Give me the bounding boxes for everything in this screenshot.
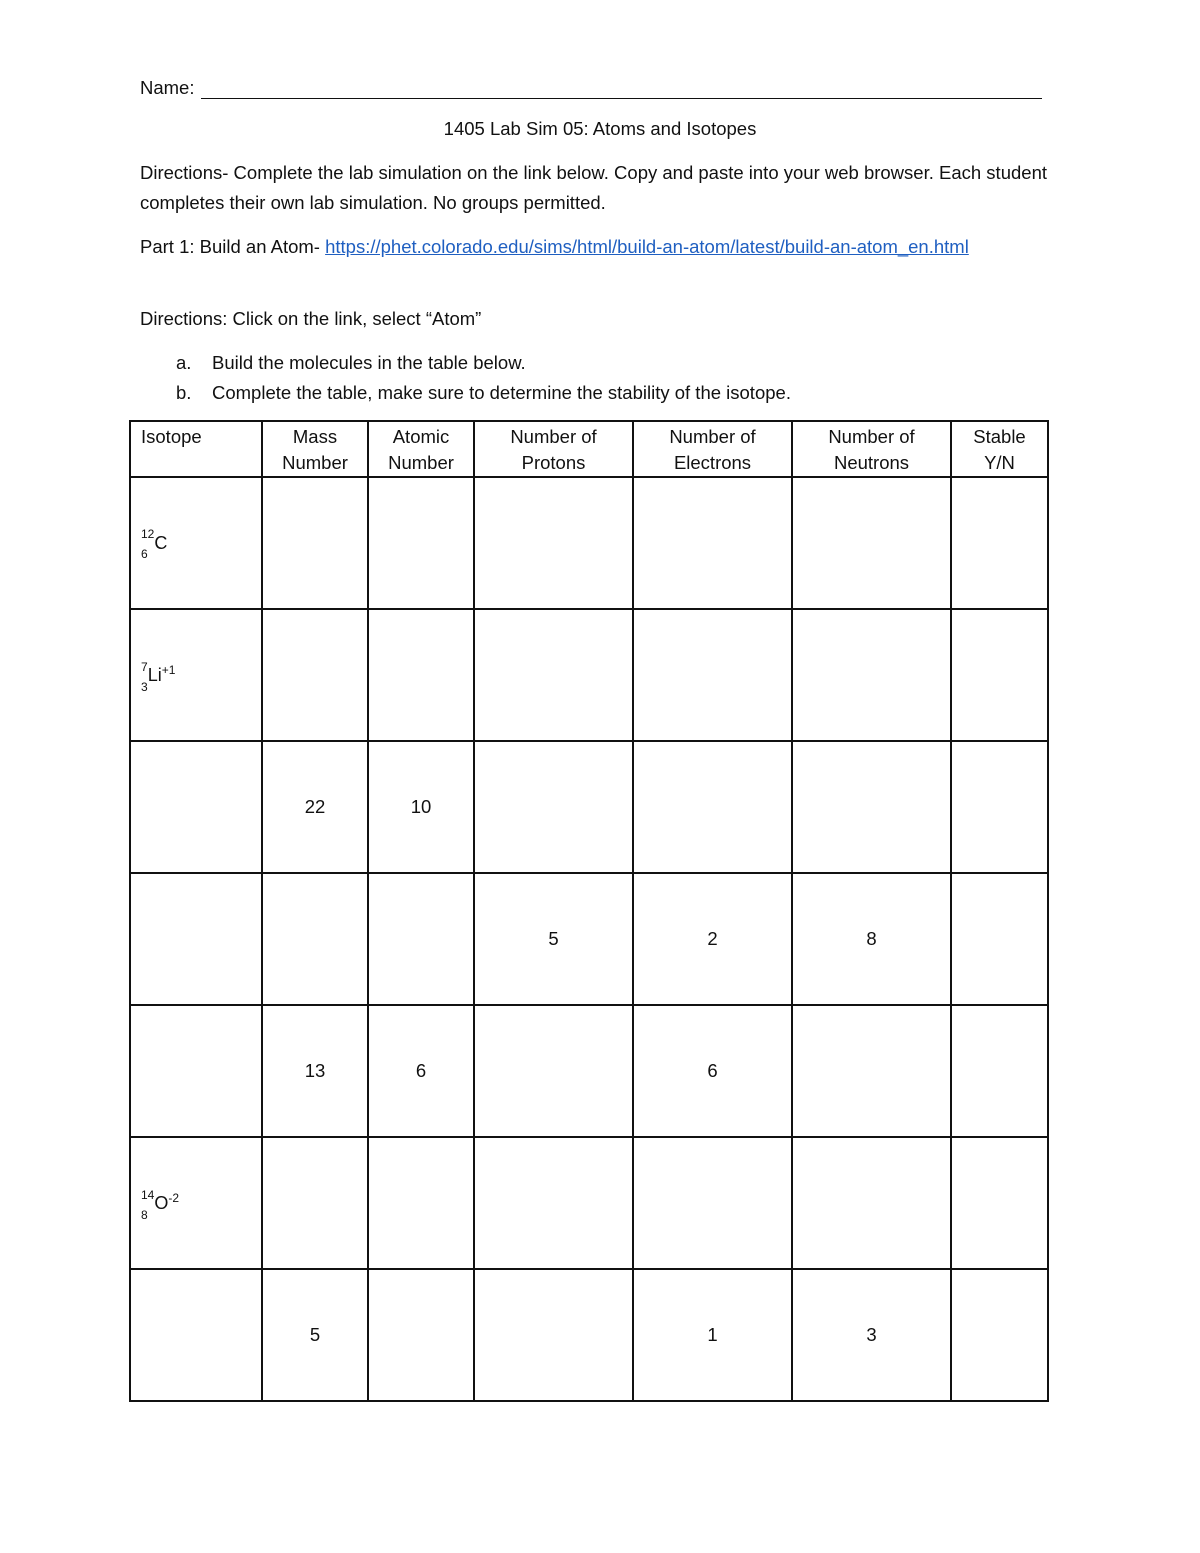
table-row bbox=[130, 873, 1048, 1005]
cell-electrons[interactable] bbox=[633, 609, 792, 741]
name-field[interactable] bbox=[140, 73, 1042, 99]
cell-electrons[interactable] bbox=[633, 1005, 792, 1137]
cell-atomic[interactable] bbox=[368, 741, 474, 873]
cell-electrons[interactable] bbox=[633, 477, 792, 609]
cell-stable[interactable] bbox=[951, 1137, 1048, 1269]
table-row bbox=[130, 1005, 1048, 1137]
isotope-table bbox=[129, 420, 1049, 1402]
cell-mass-value: 5 bbox=[309, 1324, 321, 1345]
isotope-element: C bbox=[154, 532, 168, 553]
header-electrons: Number of Electrons bbox=[633, 421, 792, 477]
cell-protons[interactable] bbox=[474, 1137, 633, 1269]
isotope-atomic-number: 8 bbox=[141, 1207, 148, 1222]
cell-atomic[interactable] bbox=[368, 1005, 474, 1137]
cell-electrons[interactable] bbox=[633, 873, 792, 1005]
page-title: 1405 Lab Sim 05: Atoms and Isotopes bbox=[443, 118, 757, 139]
header-stable: Stable Y/N bbox=[951, 421, 1048, 477]
isotope-symbol bbox=[141, 1187, 180, 1222]
cell-mass[interactable] bbox=[262, 609, 368, 741]
cell-isotope[interactable] bbox=[130, 1137, 262, 1269]
cell-mass-value: 22 bbox=[304, 796, 326, 817]
isotope-element: O bbox=[154, 1193, 169, 1214]
directions-text: Directions- Complete the lab simulation on the link below. Copy and paste into your web browser. Each student completes their own lab simulation. No groups permitted. bbox=[140, 162, 1047, 213]
isotope-mass: 12 bbox=[141, 527, 155, 542]
header-neutrons: Number of Neutrons bbox=[792, 421, 951, 477]
cell-atomic[interactable] bbox=[368, 477, 474, 609]
name-label: Name: bbox=[140, 77, 195, 98]
cell-neutrons[interactable] bbox=[792, 477, 951, 609]
name-underline[interactable] bbox=[201, 78, 1043, 99]
cell-isotope[interactable] bbox=[130, 873, 262, 1005]
cell-protons[interactable] bbox=[474, 477, 633, 609]
cell-isotope[interactable] bbox=[130, 477, 262, 609]
steps-list bbox=[176, 348, 791, 408]
table-row bbox=[130, 609, 1048, 741]
cell-atomic[interactable] bbox=[368, 1269, 474, 1401]
cell-isotope[interactable] bbox=[130, 1005, 262, 1137]
cell-mass[interactable] bbox=[262, 741, 368, 873]
isotope-mass: 7 bbox=[141, 659, 148, 674]
cell-protons-value: 5 bbox=[548, 928, 559, 949]
table-row bbox=[130, 741, 1048, 873]
cell-atomic-value: 10 bbox=[410, 796, 432, 817]
part1-label: Part 1: Build an Atom- bbox=[140, 236, 326, 257]
cell-neutrons[interactable] bbox=[792, 1269, 951, 1401]
cell-protons[interactable] bbox=[474, 609, 633, 741]
cell-atomic-value: 6 bbox=[415, 1060, 427, 1081]
isotope-symbol bbox=[141, 527, 168, 562]
isotope-mass: 14 bbox=[141, 1187, 155, 1202]
cell-electrons-value: 2 bbox=[707, 928, 718, 949]
cell-stable[interactable] bbox=[951, 1269, 1048, 1401]
cell-neutrons[interactable] bbox=[792, 741, 951, 873]
isotope-charge: +1 bbox=[161, 663, 176, 678]
step-text: Complete the table, make sure to determine the stability of the isotope. bbox=[212, 382, 791, 403]
cell-electrons-value: 1 bbox=[707, 1324, 718, 1345]
header-mass-number: Mass Number bbox=[262, 421, 368, 477]
isotope-element: Li bbox=[147, 665, 162, 686]
table-row bbox=[130, 477, 1048, 609]
cell-mass[interactable] bbox=[262, 1005, 368, 1137]
step-text: Build the molecules in the table below. bbox=[212, 352, 526, 373]
table-row bbox=[130, 1269, 1048, 1401]
cell-isotope[interactable] bbox=[130, 741, 262, 873]
cell-stable[interactable] bbox=[951, 477, 1048, 609]
cell-stable[interactable] bbox=[951, 1005, 1048, 1137]
table-row bbox=[130, 1137, 1048, 1269]
isotope-atomic-number: 6 bbox=[141, 547, 148, 562]
cell-protons[interactable] bbox=[474, 1005, 633, 1137]
isotope-atomic-number: 3 bbox=[141, 679, 148, 694]
step-marker: a. bbox=[176, 352, 192, 373]
cell-mass[interactable] bbox=[262, 1137, 368, 1269]
cell-atomic[interactable] bbox=[368, 1137, 474, 1269]
isotope-charge: -2 bbox=[168, 1191, 180, 1206]
header-protons: Number of Protons bbox=[474, 421, 633, 477]
header-atomic-number: Atomic Number bbox=[368, 421, 474, 477]
cell-mass[interactable] bbox=[262, 1269, 368, 1401]
cell-mass[interactable] bbox=[262, 477, 368, 609]
cell-atomic[interactable] bbox=[368, 609, 474, 741]
cell-electrons[interactable] bbox=[633, 1137, 792, 1269]
header-isotope: Isotope bbox=[130, 421, 262, 477]
cell-protons[interactable] bbox=[474, 1269, 633, 1401]
cell-atomic[interactable] bbox=[368, 873, 474, 1005]
cell-neutrons-value: 8 bbox=[866, 928, 877, 949]
cell-neutrons[interactable] bbox=[792, 609, 951, 741]
cell-isotope[interactable] bbox=[130, 609, 262, 741]
cell-neutrons-value: 3 bbox=[866, 1324, 877, 1345]
isotope-symbol bbox=[141, 659, 176, 694]
cell-stable[interactable] bbox=[951, 609, 1048, 741]
list-item bbox=[176, 378, 791, 408]
cell-neutrons[interactable] bbox=[792, 1005, 951, 1137]
cell-mass-value: 13 bbox=[304, 1060, 326, 1081]
cell-electrons[interactable] bbox=[633, 741, 792, 873]
cell-protons[interactable] bbox=[474, 741, 633, 873]
cell-stable[interactable] bbox=[951, 873, 1048, 1005]
cell-protons[interactable] bbox=[474, 873, 633, 1005]
cell-stable[interactable] bbox=[951, 741, 1048, 873]
phet-link[interactable]: https://phet.colorado.edu/sims/html/build-an-atom/latest/build-an-atom_en.html bbox=[325, 236, 969, 257]
cell-neutrons[interactable] bbox=[792, 873, 951, 1005]
step-marker: b. bbox=[176, 382, 192, 403]
cell-mass[interactable] bbox=[262, 873, 368, 1005]
cell-electrons[interactable] bbox=[633, 1269, 792, 1401]
directions2-text: Directions: Click on the link, select “Atom” bbox=[140, 308, 482, 329]
cell-isotope[interactable] bbox=[130, 1269, 262, 1401]
list-item bbox=[176, 348, 791, 378]
cell-electrons-value: 6 bbox=[707, 1060, 718, 1081]
part1-paragraph bbox=[140, 232, 1055, 262]
cell-neutrons[interactable] bbox=[792, 1137, 951, 1269]
table-header-row bbox=[130, 421, 1048, 477]
